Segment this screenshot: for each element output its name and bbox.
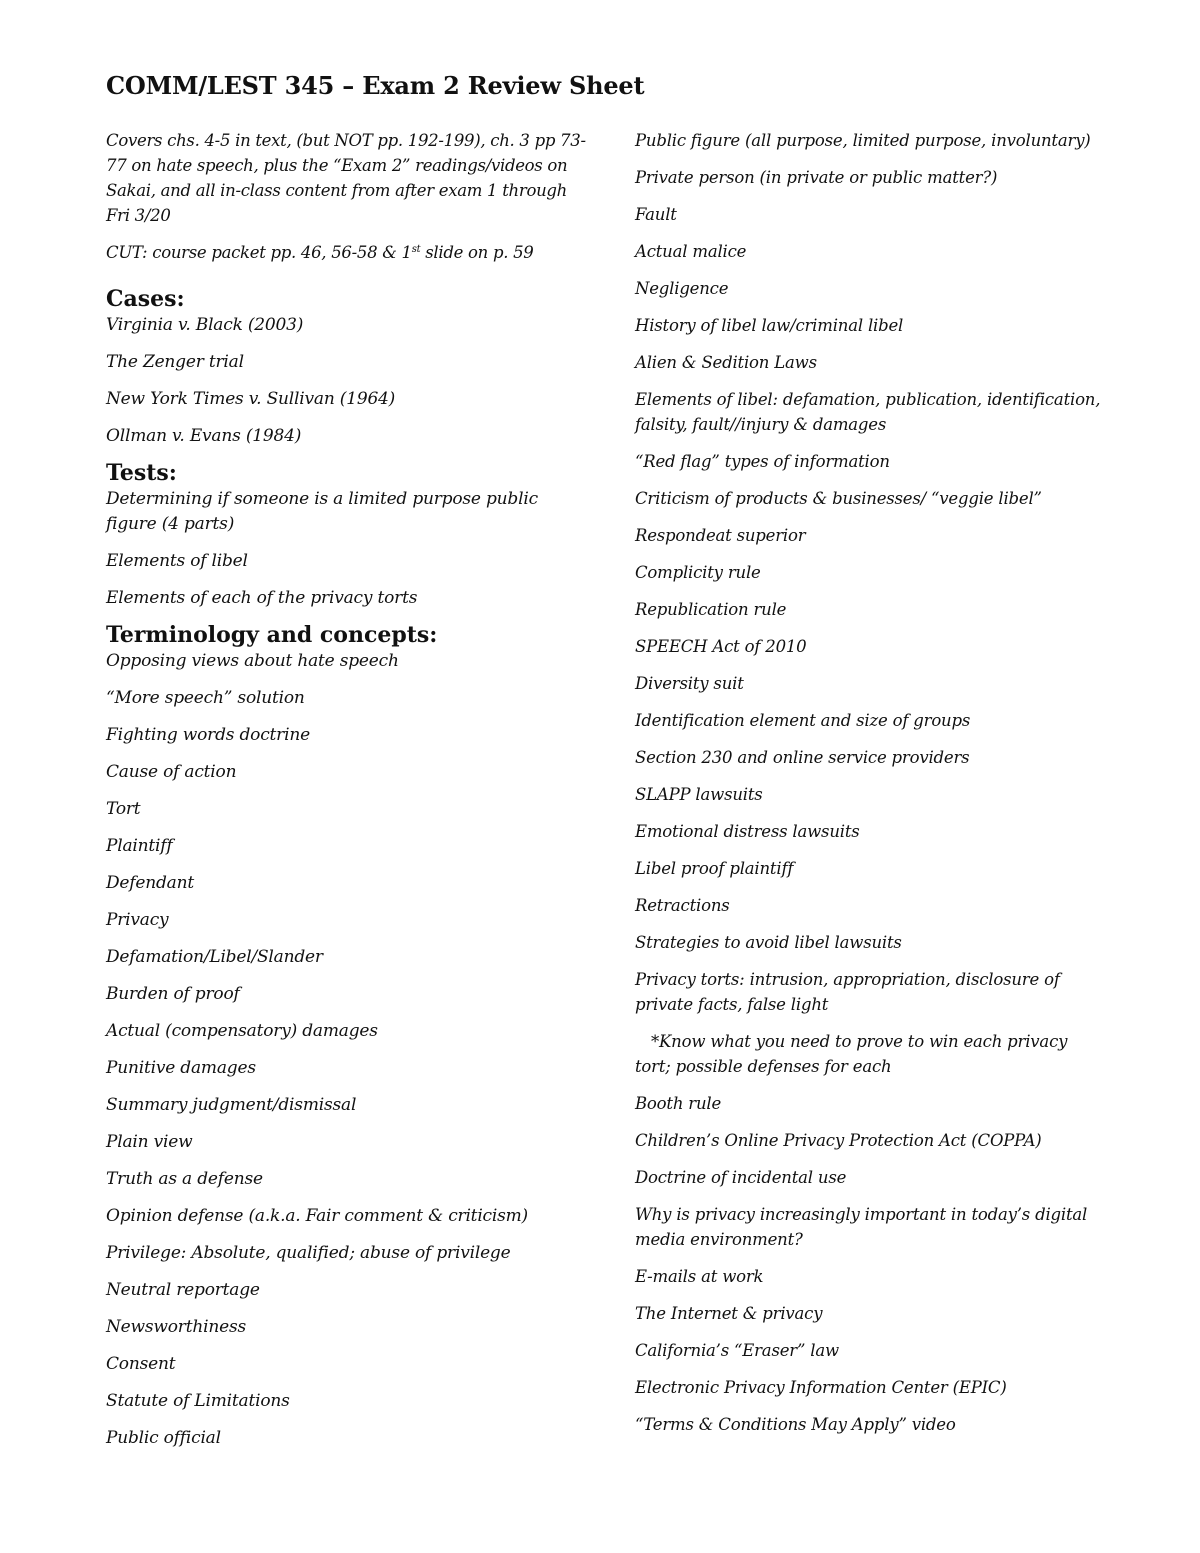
term-item: Burden of proof [106,984,240,1004]
test-item: Determining if someone is a limited purpose public figure (4 parts) [106,489,538,534]
concept-item: Emotional distress lawsuits [635,822,860,841]
concept-item: Libel proof plaintiff [635,859,794,878]
concept-item: The Internet & privacy [635,1304,823,1323]
term-item: Consent [106,1354,176,1374]
concept-item: “Terms & Conditions May Apply” video [635,1415,956,1434]
term-item: Newsworthiness [106,1317,246,1337]
concept-item: Privacy torts: intrusion, appropriation, disclosure of private facts, false light [635,970,1060,1014]
test-item: Elements of libel [106,551,248,571]
concept-item: Electronic Privacy Information Center (EPIC) [635,1378,1007,1397]
cut-note-prefix: CUT: course packet pp. 46, 56-58 & 1 [106,243,412,262]
concept-item: Booth rule [635,1094,722,1113]
cut-note-superscript: st [411,244,421,255]
case-item: Virginia v. Black (2003) [106,315,304,335]
concept-item: SPEECH Act of 2010 [635,637,807,656]
page-title: COMM/LEST 345 – Exam 2 Review Sheet [106,71,645,100]
concept-item: Respondeat superior [635,526,806,545]
concept-item: E-mails at work [635,1267,764,1286]
term-item: Defamation/Libel/Slander [106,947,323,967]
concept-item: Fault [635,205,677,224]
term-item: Fighting words doctrine [106,725,310,745]
concept-item: Complicity rule [635,563,761,582]
concept-item: Alien & Sedition Laws [635,353,817,372]
term-item: Privacy [106,910,169,930]
concept-item: Negligence [635,279,729,298]
term-item: Defendant [106,873,194,893]
term-item: Opposing views about hate speech [106,651,399,671]
test-item: Elements of each of the privacy torts [106,588,418,608]
concept-item: California’s “Eraser” law [635,1341,839,1360]
case-item: New York Times v. Sullivan (1964) [106,389,396,409]
coverage-note: Covers chs. 4-5 in text, (but NOT pp. 192-199), ch. 3 pp 73-77 on hate speech, plus the “Exam 2” readings/videos on Sakai, and all in-class content from after exam 1 through Fri 3/20 [106,131,586,225]
concept-item: SLAPP lawsuits [635,785,763,804]
concept-item: “Red flag” types of information [635,452,890,471]
term-item: Truth as a defense [106,1169,263,1189]
concept-item: Republication rule [635,600,787,619]
concept-item: Identification element and size of groups [635,711,971,730]
term-item: Plaintiff [106,836,173,856]
concept-item: Private person (in private or public matter?) [635,168,998,187]
term-item: Tort [106,799,141,819]
term-item: Summary judgment/dismissal [106,1095,357,1115]
right-column [635,128,1105,1449]
cut-note [106,240,586,265]
term-item: Actual (compensatory) damages [106,1021,378,1041]
term-item: Plain view [106,1132,193,1152]
term-item: “More speech” solution [106,688,305,708]
concept-item: Why is privacy increasingly important in today’s digital media environment? [635,1205,1088,1249]
term-item: Public official [106,1428,221,1448]
concept-item: Retractions [635,896,730,915]
concept-item: Strategies to avoid libel lawsuits [635,933,902,952]
concept-item: Public figure (all purpose, limited purpose, involuntary) [635,131,1091,150]
left-column [106,128,586,1463]
term-item: Neutral reportage [106,1280,260,1300]
term-item: Privilege: Absolute, qualified; abuse of privilege [106,1243,511,1263]
concept-item: Criticism of products & businesses/ “veggie libel” [635,489,1042,508]
term-item: Opinion defense (a.k.a. Fair comment & criticism) [106,1206,528,1226]
concept-item: History of libel law/criminal libel [635,316,904,335]
section-heading-terminology: Terminology and concepts: [106,622,438,648]
term-item: Punitive damages [106,1058,256,1078]
term-item: Statute of Limitations [106,1391,290,1411]
cut-note-suffix: slide on p. 59 [420,243,534,262]
term-item: Cause of action [106,762,237,782]
concept-item: Children’s Online Privacy Protection Act (COPPA) [635,1131,1042,1150]
concept-item: Doctrine of incidental use [635,1168,847,1187]
section-heading-cases: Cases: [106,286,185,312]
concept-item: Actual malice [635,242,747,261]
concept-item: Elements of libel: defamation, publication, identification, falsity, fault//injury & damages [635,390,1101,434]
concept-item: Section 230 and online service providers [635,748,970,767]
concept-note: *Know what you need to prove to win each privacy tort; possible defenses for each [635,1032,1068,1076]
case-item: The Zenger trial [106,352,244,372]
concept-item: Diversity suit [635,674,744,693]
section-heading-tests: Tests: [106,460,177,486]
case-item: Ollman v. Evans (1984) [106,426,302,446]
